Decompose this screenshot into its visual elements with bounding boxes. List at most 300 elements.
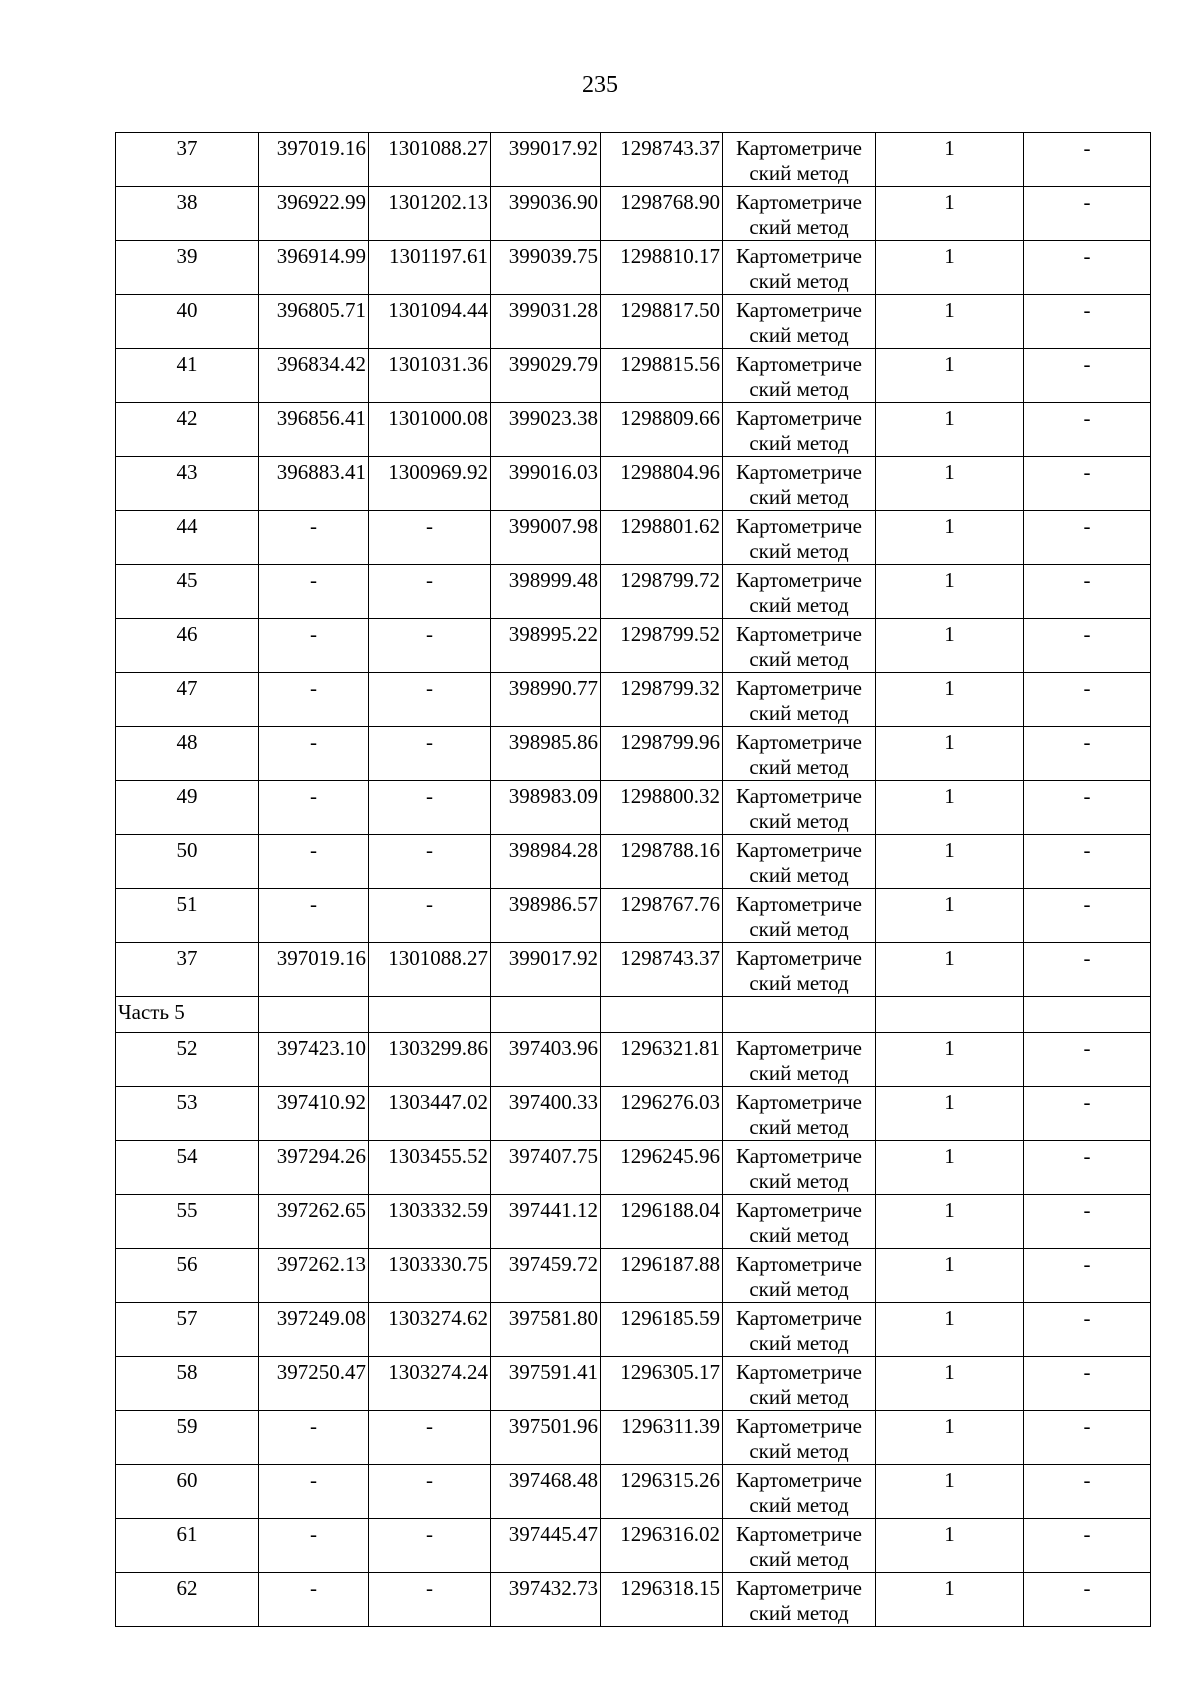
extra-value: - (1024, 187, 1151, 241)
coord-y1: 1301197.61 (369, 241, 491, 295)
coord-y1: - (369, 511, 491, 565)
method-cell (723, 187, 876, 241)
empty-cell (1024, 997, 1151, 1033)
coord-y1: - (369, 1519, 491, 1573)
coord-y2: 1298743.37 (601, 133, 723, 187)
coord-y1: - (369, 835, 491, 889)
method-text-line1: Картометриче (736, 1198, 862, 1222)
method-text-line2: ский метод (749, 377, 849, 401)
method-text-line1: Картометриче (736, 352, 862, 376)
method-cell (723, 1357, 876, 1411)
table-row (116, 1573, 1151, 1627)
method-text-line1: Картометриче (736, 676, 862, 700)
table-row (116, 1411, 1151, 1465)
method-text-line1: Картометриче (736, 244, 862, 268)
coord-y2: 1296305.17 (601, 1357, 723, 1411)
method-cell (723, 727, 876, 781)
point-number: 41 (116, 349, 259, 403)
point-number: 53 (116, 1087, 259, 1141)
method-text-line1: Картометриче (736, 784, 862, 808)
method-cell (723, 133, 876, 187)
coord-x1: 396914.99 (259, 241, 369, 295)
extra-value: - (1024, 619, 1151, 673)
coord-x1: 397262.13 (259, 1249, 369, 1303)
method-text-line1: Картометриче (736, 1306, 862, 1330)
coord-y2: 1296188.04 (601, 1195, 723, 1249)
point-number: 37 (116, 943, 259, 997)
extra-value: - (1024, 781, 1151, 835)
method-cell (723, 1033, 876, 1087)
table-row (116, 1519, 1151, 1573)
coord-y1: - (369, 781, 491, 835)
method-text-line1: Картометриче (736, 1252, 862, 1276)
table-row (116, 241, 1151, 295)
extra-value: - (1024, 241, 1151, 295)
coord-x1: 396834.42 (259, 349, 369, 403)
accuracy-value: 1 (876, 1357, 1024, 1411)
coord-y1: 1303274.62 (369, 1303, 491, 1357)
accuracy-value: 1 (876, 1033, 1024, 1087)
method-text-line1: Картометриче (736, 568, 862, 592)
coord-y2: 1298804.96 (601, 457, 723, 511)
accuracy-value: 1 (876, 673, 1024, 727)
empty-cell (491, 997, 601, 1033)
accuracy-value: 1 (876, 133, 1024, 187)
table-row (116, 619, 1151, 673)
method-text-line2: ский метод (749, 323, 849, 347)
method-text-line2: ский метод (749, 1493, 849, 1517)
extra-value: - (1024, 1141, 1151, 1195)
method-text-line2: ский метод (749, 1277, 849, 1301)
coord-x1: 397262.65 (259, 1195, 369, 1249)
method-text-line1: Картометриче (736, 1414, 862, 1438)
accuracy-value: 1 (876, 1249, 1024, 1303)
coord-y2: 1298809.66 (601, 403, 723, 457)
point-number: 54 (116, 1141, 259, 1195)
point-number: 39 (116, 241, 259, 295)
accuracy-value: 1 (876, 241, 1024, 295)
coord-x2: 399029.79 (491, 349, 601, 403)
coord-y2: 1296321.81 (601, 1033, 723, 1087)
coord-y1: 1300969.92 (369, 457, 491, 511)
coord-x2: 398999.48 (491, 565, 601, 619)
coord-x2: 397501.96 (491, 1411, 601, 1465)
table-row (116, 1033, 1151, 1087)
method-text-line2: ский метод (749, 1331, 849, 1355)
coord-x1: - (259, 673, 369, 727)
method-cell (723, 241, 876, 295)
point-number: 45 (116, 565, 259, 619)
accuracy-value: 1 (876, 781, 1024, 835)
method-text-line2: ский метод (749, 1169, 849, 1193)
method-text-line1: Картометриче (736, 1036, 862, 1060)
coord-y1: - (369, 673, 491, 727)
point-number: 48 (116, 727, 259, 781)
coord-x2: 398990.77 (491, 673, 601, 727)
accuracy-value: 1 (876, 1141, 1024, 1195)
method-text-line1: Картометриче (736, 136, 862, 160)
accuracy-value: 1 (876, 1411, 1024, 1465)
coord-y2: 1298799.72 (601, 565, 723, 619)
point-number: 40 (116, 295, 259, 349)
coord-x2: 399017.92 (491, 133, 601, 187)
coord-y1: 1303332.59 (369, 1195, 491, 1249)
point-number: 43 (116, 457, 259, 511)
coord-y1: 1301088.27 (369, 133, 491, 187)
coord-x1: 396805.71 (259, 295, 369, 349)
method-cell (723, 403, 876, 457)
method-text-line2: ский метод (749, 593, 849, 617)
table-row (116, 187, 1151, 241)
coord-y2: 1296315.26 (601, 1465, 723, 1519)
coord-x1: 396922.99 (259, 187, 369, 241)
coord-x1: 396856.41 (259, 403, 369, 457)
extra-value: - (1024, 943, 1151, 997)
coord-y2: 1296245.96 (601, 1141, 723, 1195)
coord-x2: 397445.47 (491, 1519, 601, 1573)
coord-x2: 398986.57 (491, 889, 601, 943)
method-cell (723, 943, 876, 997)
method-text-line1: Картометриче (736, 460, 862, 484)
accuracy-value: 1 (876, 727, 1024, 781)
coord-x1: 397019.16 (259, 133, 369, 187)
table-row (116, 565, 1151, 619)
table-row (116, 1141, 1151, 1195)
method-cell (723, 457, 876, 511)
table-row (116, 889, 1151, 943)
point-number: 57 (116, 1303, 259, 1357)
method-text-line2: ский метод (749, 215, 849, 239)
coord-x1: 397423.10 (259, 1033, 369, 1087)
table-row (116, 1303, 1151, 1357)
method-text-line1: Картометриче (736, 298, 862, 322)
table-row (116, 727, 1151, 781)
method-cell (723, 349, 876, 403)
table-row (116, 1195, 1151, 1249)
extra-value: - (1024, 1357, 1151, 1411)
method-text-line2: ский метод (749, 917, 849, 941)
point-number: 47 (116, 673, 259, 727)
coord-x1: 397250.47 (259, 1357, 369, 1411)
extra-value: - (1024, 727, 1151, 781)
coord-x1: 396883.41 (259, 457, 369, 511)
coord-y2: 1296316.02 (601, 1519, 723, 1573)
coord-y2: 1298801.62 (601, 511, 723, 565)
accuracy-value: 1 (876, 1519, 1024, 1573)
coord-x2: 397407.75 (491, 1141, 601, 1195)
point-number: 51 (116, 889, 259, 943)
empty-cell (876, 997, 1024, 1033)
table-row (116, 1465, 1151, 1519)
method-text-line2: ский метод (749, 755, 849, 779)
coord-x2: 397432.73 (491, 1573, 601, 1627)
coord-y2: 1296311.39 (601, 1411, 723, 1465)
method-cell (723, 1411, 876, 1465)
coord-x1: - (259, 1519, 369, 1573)
coord-x2: 397581.80 (491, 1303, 601, 1357)
point-number: 61 (116, 1519, 259, 1573)
coord-x2: 397591.41 (491, 1357, 601, 1411)
point-number: 62 (116, 1573, 259, 1627)
method-text-line1: Картометриче (736, 838, 862, 862)
coord-y1: 1303299.86 (369, 1033, 491, 1087)
coord-y1: 1301000.08 (369, 403, 491, 457)
table-row (116, 1357, 1151, 1411)
coord-y2: 1296276.03 (601, 1087, 723, 1141)
coord-x2: 399039.75 (491, 241, 601, 295)
coord-x2: 397459.72 (491, 1249, 601, 1303)
coord-y2: 1298817.50 (601, 295, 723, 349)
point-number: 60 (116, 1465, 259, 1519)
coord-x1: - (259, 1411, 369, 1465)
point-number: 58 (116, 1357, 259, 1411)
accuracy-value: 1 (876, 565, 1024, 619)
point-number: 50 (116, 835, 259, 889)
method-text-line1: Картометриче (736, 1090, 862, 1114)
method-cell (723, 1141, 876, 1195)
method-cell (723, 619, 876, 673)
empty-cell (723, 997, 876, 1033)
coord-x2: 398985.86 (491, 727, 601, 781)
point-number: 37 (116, 133, 259, 187)
coord-x1: - (259, 727, 369, 781)
coordinates-table (115, 132, 1151, 1627)
accuracy-value: 1 (876, 1573, 1024, 1627)
method-cell (723, 295, 876, 349)
method-cell (723, 1303, 876, 1357)
extra-value: - (1024, 1033, 1151, 1087)
method-text-line1: Картометриче (736, 1522, 862, 1546)
table-row (116, 943, 1151, 997)
method-cell (723, 889, 876, 943)
section-label: Часть 5 (116, 997, 259, 1033)
coord-x1: - (259, 889, 369, 943)
coord-y2: 1298799.52 (601, 619, 723, 673)
method-cell (723, 565, 876, 619)
coord-y1: 1301088.27 (369, 943, 491, 997)
coord-y2: 1298788.16 (601, 835, 723, 889)
empty-cell (259, 997, 369, 1033)
accuracy-value: 1 (876, 1303, 1024, 1357)
method-text-line1: Картометриче (736, 406, 862, 430)
table-row (116, 835, 1151, 889)
coord-x1: - (259, 511, 369, 565)
coord-y1: 1303330.75 (369, 1249, 491, 1303)
accuracy-value: 1 (876, 1465, 1024, 1519)
extra-value: - (1024, 1087, 1151, 1141)
coord-y2: 1298768.90 (601, 187, 723, 241)
point-number: 55 (116, 1195, 259, 1249)
coord-y1: - (369, 727, 491, 781)
method-text-line2: ский метод (749, 809, 849, 833)
method-cell (723, 1519, 876, 1573)
method-text-line1: Картометриче (736, 1360, 862, 1384)
coord-y2: 1296187.88 (601, 1249, 723, 1303)
method-cell (723, 1087, 876, 1141)
table-row (116, 1249, 1151, 1303)
extra-value: - (1024, 1249, 1151, 1303)
method-text-line2: ский метод (749, 971, 849, 995)
coord-y1: - (369, 619, 491, 673)
coord-y2: 1298810.17 (601, 241, 723, 295)
method-text-line1: Картометриче (736, 514, 862, 538)
coord-x2: 397468.48 (491, 1465, 601, 1519)
accuracy-value: 1 (876, 1087, 1024, 1141)
accuracy-value: 1 (876, 619, 1024, 673)
coord-y2: 1298799.32 (601, 673, 723, 727)
method-cell (723, 781, 876, 835)
method-text-line2: ский метод (749, 701, 849, 725)
method-text-line1: Картометриче (736, 730, 862, 754)
accuracy-value: 1 (876, 511, 1024, 565)
table-body (116, 133, 1151, 1627)
coord-x2: 398995.22 (491, 619, 601, 673)
table-row (116, 457, 1151, 511)
accuracy-value: 1 (876, 943, 1024, 997)
point-number: 46 (116, 619, 259, 673)
extra-value: - (1024, 1411, 1151, 1465)
method-text-line1: Картометриче (736, 1144, 862, 1168)
method-text-line2: ский метод (749, 269, 849, 293)
method-text-line2: ский метод (749, 863, 849, 887)
method-text-line2: ский метод (749, 647, 849, 671)
extra-value: - (1024, 835, 1151, 889)
table-row (116, 1087, 1151, 1141)
method-cell (723, 835, 876, 889)
coord-x2: 399036.90 (491, 187, 601, 241)
coord-y2: 1298743.37 (601, 943, 723, 997)
extra-value: - (1024, 457, 1151, 511)
point-number: 52 (116, 1033, 259, 1087)
coord-x2: 399031.28 (491, 295, 601, 349)
method-text-line1: Картометриче (736, 1576, 862, 1600)
coord-x2: 398984.28 (491, 835, 601, 889)
coord-x1: - (259, 565, 369, 619)
coord-y1: 1301031.36 (369, 349, 491, 403)
extra-value: - (1024, 1519, 1151, 1573)
method-text-line1: Картометриче (736, 190, 862, 214)
coord-y1: 1303274.24 (369, 1357, 491, 1411)
table-row (116, 295, 1151, 349)
extra-value: - (1024, 403, 1151, 457)
coord-x1: 397249.08 (259, 1303, 369, 1357)
method-text-line2: ский метод (749, 1061, 849, 1085)
section-header-row (116, 997, 1151, 1033)
coord-x1: - (259, 619, 369, 673)
coord-y1: - (369, 1573, 491, 1627)
extra-value: - (1024, 295, 1151, 349)
coord-y1: 1303455.52 (369, 1141, 491, 1195)
coord-x1: - (259, 835, 369, 889)
coord-x2: 397400.33 (491, 1087, 601, 1141)
extra-value: - (1024, 1303, 1151, 1357)
method-text-line2: ский метод (749, 1223, 849, 1247)
method-cell (723, 1249, 876, 1303)
empty-cell (369, 997, 491, 1033)
method-text-line2: ский метод (749, 1547, 849, 1571)
point-number: 38 (116, 187, 259, 241)
extra-value: - (1024, 1465, 1151, 1519)
coord-x1: - (259, 1465, 369, 1519)
method-text-line2: ский метод (749, 485, 849, 509)
table-row (116, 133, 1151, 187)
extra-value: - (1024, 1573, 1151, 1627)
method-cell (723, 1573, 876, 1627)
table-row (116, 349, 1151, 403)
coord-y2: 1298799.96 (601, 727, 723, 781)
point-number: 42 (116, 403, 259, 457)
method-text-line2: ский метод (749, 1439, 849, 1463)
extra-value: - (1024, 511, 1151, 565)
extra-value: - (1024, 133, 1151, 187)
method-text-line2: ский метод (749, 1115, 849, 1139)
coord-y1: - (369, 1411, 491, 1465)
coord-x2: 399023.38 (491, 403, 601, 457)
extra-value: - (1024, 349, 1151, 403)
coord-y1: 1303447.02 (369, 1087, 491, 1141)
table-row (116, 511, 1151, 565)
coord-x1: - (259, 781, 369, 835)
accuracy-value: 1 (876, 835, 1024, 889)
accuracy-value: 1 (876, 349, 1024, 403)
table-row (116, 781, 1151, 835)
coord-x1: 397019.16 (259, 943, 369, 997)
coord-x2: 398983.09 (491, 781, 601, 835)
point-number: 44 (116, 511, 259, 565)
coord-x2: 397441.12 (491, 1195, 601, 1249)
extra-value: - (1024, 673, 1151, 727)
coord-x1: 397410.92 (259, 1087, 369, 1141)
method-text-line2: ский метод (749, 1601, 849, 1625)
coord-x2: 397403.96 (491, 1033, 601, 1087)
point-number: 59 (116, 1411, 259, 1465)
coord-x2: 399017.92 (491, 943, 601, 997)
extra-value: - (1024, 1195, 1151, 1249)
method-text-line2: ский метод (749, 161, 849, 185)
coord-y1: 1301202.13 (369, 187, 491, 241)
point-number: 49 (116, 781, 259, 835)
accuracy-value: 1 (876, 403, 1024, 457)
coord-y2: 1298767.76 (601, 889, 723, 943)
accuracy-value: 1 (876, 295, 1024, 349)
method-text-line1: Картометриче (736, 946, 862, 970)
page-number: 235 (582, 72, 618, 98)
table-row (116, 403, 1151, 457)
method-cell (723, 673, 876, 727)
method-cell (723, 1465, 876, 1519)
coord-y1: 1301094.44 (369, 295, 491, 349)
coord-y2: 1296185.59 (601, 1303, 723, 1357)
table-row (116, 673, 1151, 727)
accuracy-value: 1 (876, 1195, 1024, 1249)
coord-y2: 1298815.56 (601, 349, 723, 403)
accuracy-value: 1 (876, 457, 1024, 511)
coord-x2: 399007.98 (491, 511, 601, 565)
method-cell (723, 511, 876, 565)
coord-y2: 1296318.15 (601, 1573, 723, 1627)
method-text-line1: Картометриче (736, 622, 862, 646)
accuracy-value: 1 (876, 889, 1024, 943)
accuracy-value: 1 (876, 187, 1024, 241)
empty-cell (601, 997, 723, 1033)
method-text-line2: ский метод (749, 539, 849, 563)
coord-y1: - (369, 889, 491, 943)
extra-value: - (1024, 889, 1151, 943)
extra-value: - (1024, 565, 1151, 619)
method-text-line2: ский метод (749, 1385, 849, 1409)
method-cell (723, 1195, 876, 1249)
method-text-line1: Картометриче (736, 1468, 862, 1492)
